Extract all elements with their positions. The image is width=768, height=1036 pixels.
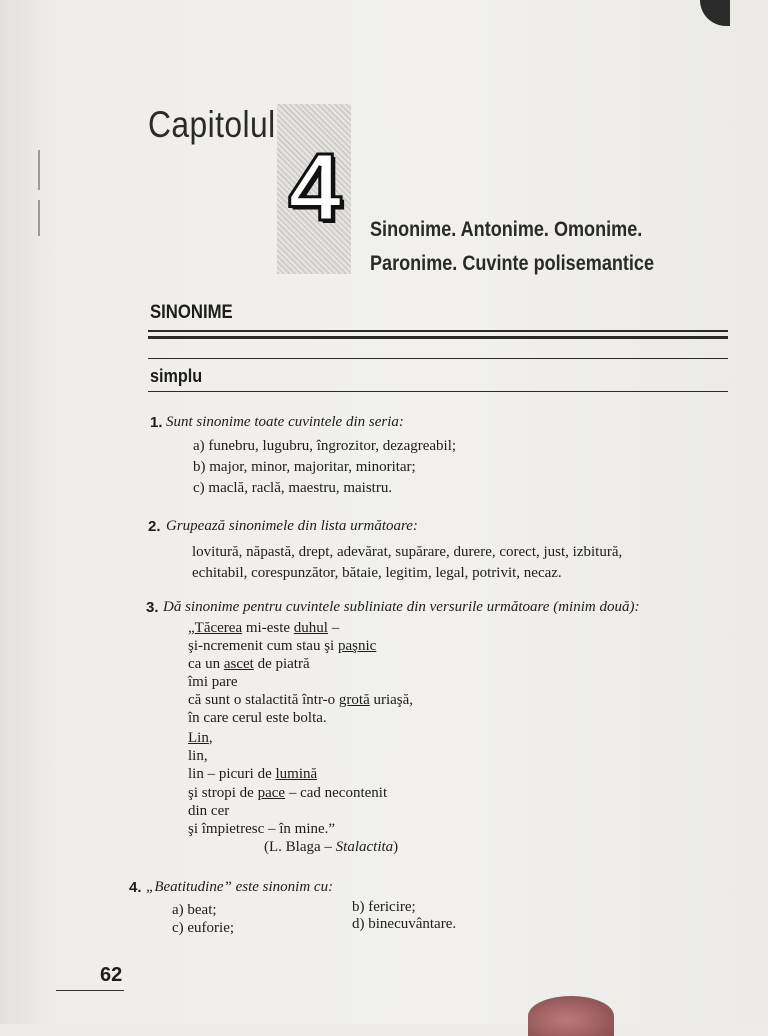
poem-line: îmi pare xyxy=(188,674,238,690)
finger-photo-artifact xyxy=(528,996,614,1036)
exercise-option: a) beat; xyxy=(172,902,217,918)
underlined-word: grotă xyxy=(338,692,370,708)
chapter-number: 4 xyxy=(288,134,342,241)
exercise-prompt: Sunt sinonime toate cuvintele din seria: xyxy=(166,414,404,430)
chapter-subtitle-line2: Paronime. Cuvinte polisemantice xyxy=(370,252,655,275)
chapter-label: Capitolul xyxy=(148,104,276,145)
page-corner-shadow xyxy=(700,0,730,26)
exercise-number: 3. xyxy=(146,599,159,616)
poem-line: lin, xyxy=(188,748,208,764)
section-rule-top xyxy=(148,330,728,332)
poem-line: şi-ncremenit cum stau şi paşnic xyxy=(188,638,377,654)
underlined-word: Lin xyxy=(188,730,209,746)
exercise-number: 2. xyxy=(148,518,161,535)
level-rule-bottom xyxy=(148,391,728,392)
exercise-text-line: lovitură, năpastă, drept, adevărat, supărare, durere, corect, just, izbitură, xyxy=(192,544,623,560)
exercise-text-line: echitabil, corespunzător, bătaie, legitim, legal, potrivit, necaz. xyxy=(192,565,562,581)
exercise-option: c) maclă, raclă, maestru, maistru. xyxy=(193,480,393,496)
section-title: SINONIME xyxy=(150,302,233,323)
margin-mark xyxy=(38,200,40,236)
poem-attribution: (L. Blaga – Stalactita) xyxy=(264,839,399,855)
exercise-prompt: „Beatitudine” este sinonim cu: xyxy=(146,879,334,895)
page-number: 62 xyxy=(100,964,123,986)
poem-line: lin – picuri de lumină xyxy=(188,766,318,782)
chapter-subtitle-line1: Sinonime. Antonime. Omonime. xyxy=(370,218,643,241)
underlined-word: pace xyxy=(257,785,286,801)
level-rule-top xyxy=(148,358,728,359)
exercise-option: b) fericire; xyxy=(352,899,416,915)
page-number-rule xyxy=(56,990,124,991)
exercise-option: d) binecuvântare. xyxy=(352,916,457,932)
underlined-word: Tăcerea xyxy=(194,620,243,636)
exercise-option: b) major, minor, majoritar, minoritar; xyxy=(193,459,416,475)
exercise-number: 4. xyxy=(129,879,142,896)
exercise-option: c) euforie; xyxy=(172,920,235,936)
poem-line: şi împietresc – în mine.” xyxy=(188,821,336,837)
exercise-option: a) funebru, lugubru, îngrozitor, dezagreabil; xyxy=(193,438,457,454)
poem-line: în care cerul este bolta. xyxy=(188,710,327,726)
poem-line: Lin, xyxy=(188,730,213,746)
poem-line: şi stropi de pace – cad necontenit xyxy=(188,785,388,801)
section-rule-bottom xyxy=(148,336,728,339)
margin-mark xyxy=(38,150,40,190)
poem-line: ca un ascet de piatră xyxy=(188,656,310,672)
underlined-word: lumină xyxy=(275,766,318,782)
underlined-word: duhul xyxy=(293,620,328,636)
underlined-word: ascet xyxy=(223,656,254,672)
exercise-number: 1. xyxy=(150,414,163,431)
exercise-prompt: Grupează sinonimele din lista următoare: xyxy=(166,518,418,534)
exercise-prompt: Dă sinonime pentru cuvintele subliniate din versurile următoare (minim două): xyxy=(163,599,640,615)
poem-line: din cer xyxy=(188,803,230,819)
level-title: simplu xyxy=(150,366,203,386)
poem-line: „Tăcerea mi-este duhul – xyxy=(188,620,340,636)
poem-line: că sunt o stalactită într-o grotă uriaşă, xyxy=(188,692,414,708)
underlined-word: paşnic xyxy=(337,638,377,654)
